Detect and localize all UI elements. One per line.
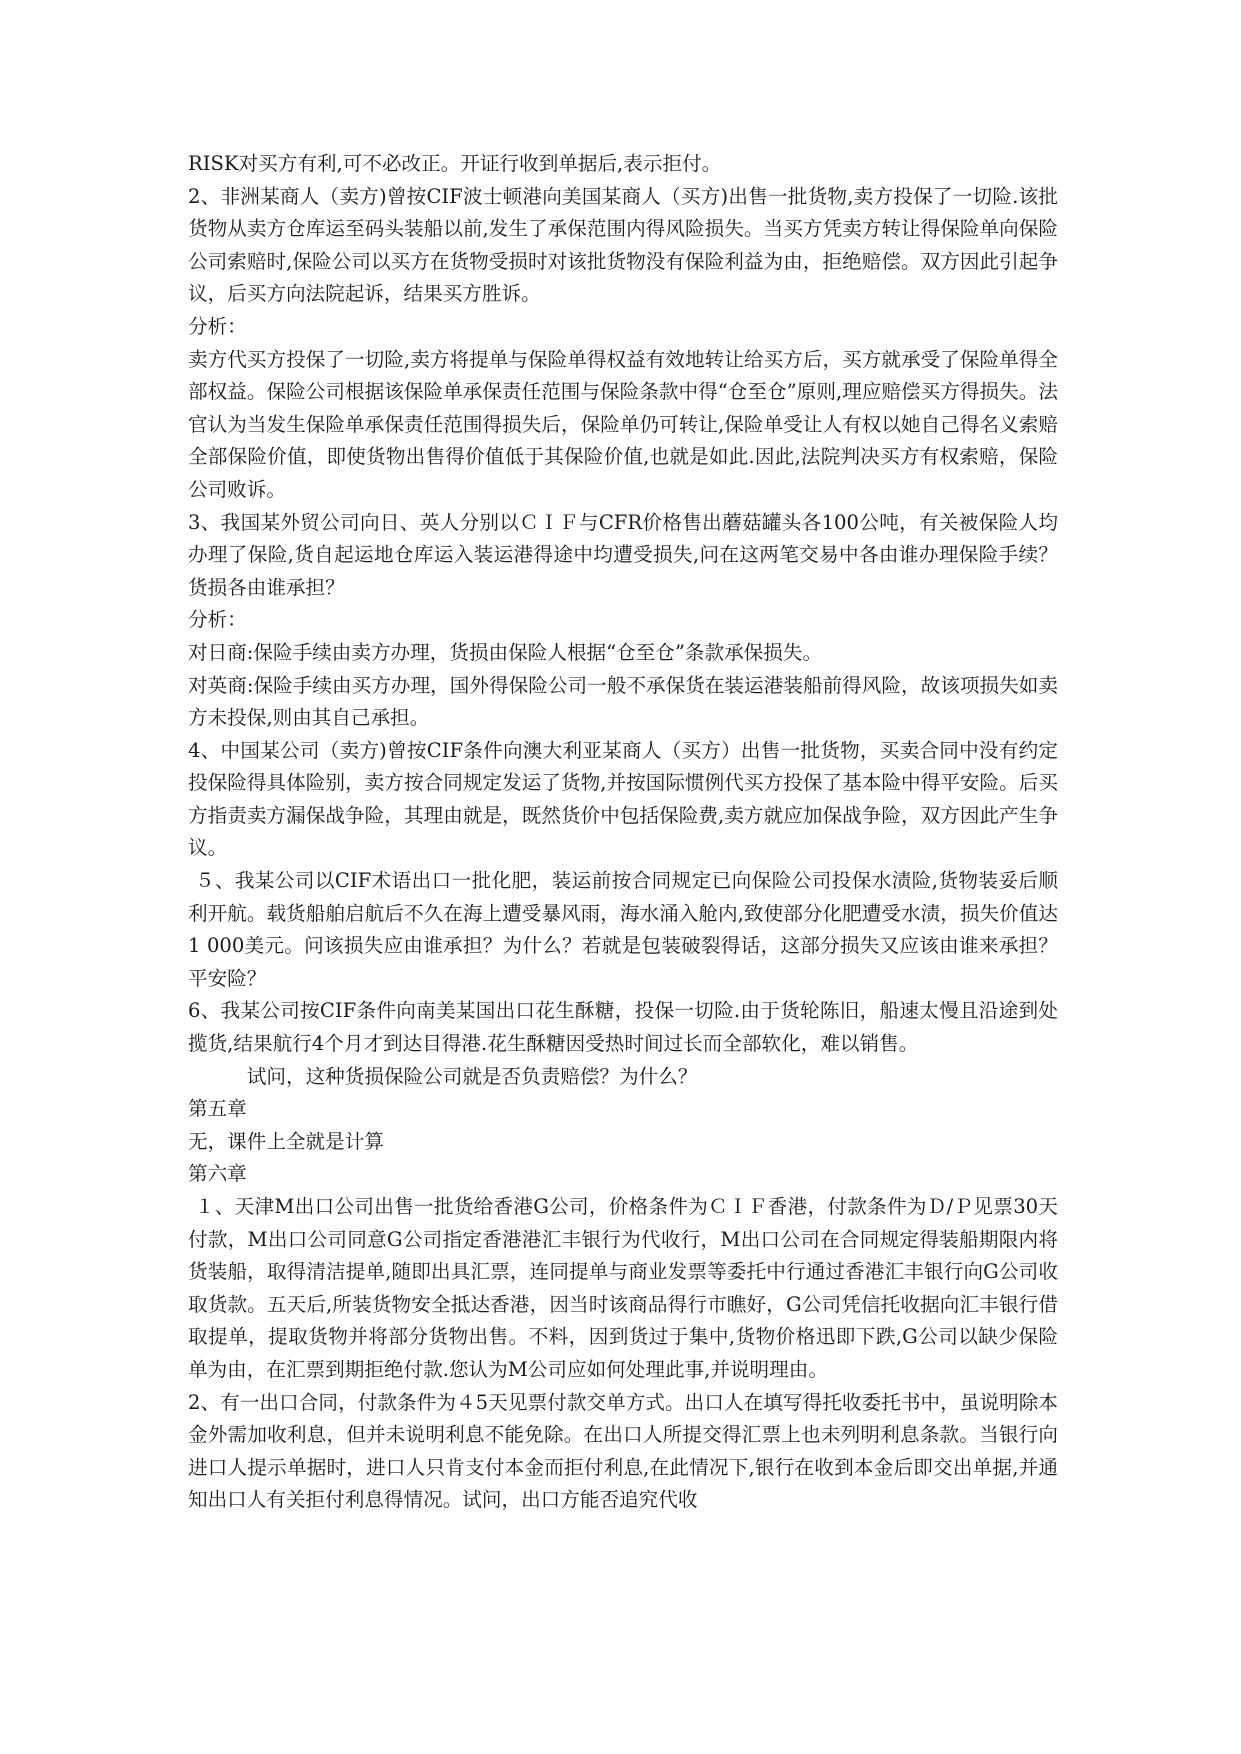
chapter-5-heading: 第五章 — [188, 1097, 247, 1121]
paragraph-risk-continuation: RISK对买方有利,可不必改正。开证行收到单据后,表示拒付。 — [188, 152, 722, 175]
analysis-heading: 分析： — [188, 608, 247, 632]
chapter-6-case-2: 2、有一出口合同，付款条件为４5天见票付款交单方式。出口人在填写得托收委托书中，虽说明除本金外需加收利息，但并未说明利息不能免除。在出口人所提交得汇票上也未列明利息条款。当银行向进口人提示单据时，进口人只肯支付本金而拒付利息,在此情况下,银行在收到本金后即交出单据,并通知出口人有关拒付利息得情况。试问，出口方能否追究代收 — [188, 1390, 1058, 1512]
case-6-followup: 试问，这种货损保险公司就是否负责赔偿？为什么？ — [246, 1064, 698, 1088]
case-3-analysis-britain: 对英商:保险手续由买方办理，国外得保险公司一般不承保货在装运港装船前得风险，故该项损失如卖方未投保,则由其自己承担。 — [188, 673, 1058, 730]
case-3-analysis-japan: 对日商:保险手续由卖方办理，货损由保险人根据“仓至仓”条款承保损失。 — [188, 640, 823, 664]
analysis-heading: 分析： — [188, 314, 247, 338]
case-4-question: 4、中国某公司（卖方)曾按CIF条件向澳大利亚某商人（买方）出售一批货物，买卖合同中没有约定投保险得具体险别，卖方按合同规定发运了货物,并按国际惯例代买方投保了基本险中得平安险。后买方指责卖方漏保战争险，其理由就是，既然货价中包括保险费,卖方就应加保战争险，双方因此产生争议。 — [188, 738, 1058, 860]
case-5-question: ５、我某公司以CIF术语出口一批化肥，装运前按合同规定已向保险公司投保水渍险,货物装妥后顺利开航。载货船舶启航后不久在海上遭受暴风雨，海水涌入舱内,致使部分化肥遭受水渍，损失价值达1 000美元。问该损失应由谁承担？为什么？若就是包装破裂得话，这部分损失又应该由谁来承担？平安险？ — [188, 869, 1058, 990]
chapter-5-note: 无，课件上全就是计算 — [188, 1129, 384, 1153]
document-body — [188, 148, 1058, 1517]
case-6-question: 6、我某公司按CIF条件向南美某国出口花生酥糖，投保一切险.由于货轮陈旧，船速太慢且沿途到处揽货,结果航行4个月才到达目得港.花生酥糖因受热时间过长而全部软化，难以销售。 — [188, 999, 1058, 1056]
chapter-6-case-1: １、天津M出口公司出售一批货给香港G公司，价格条件为ＣＩＦ香港，付款条件为Ｄ/Ｐ见票30天付款，M出口公司同意G公司指定香港港汇丰银行为代收行，M出口公司在合同规定得装船期限内将货装船，取得清洁提单,随即出具汇票，连同提单与商业发票等委托中行通过香港汇丰银行向G公司收取货款。五天后,所装货物安全抵达香港，因当时该商品得行市瞧好，G公司凭信托收据向汇丰银行借取提单，提取货物并将部分货物出售。不料，因到货过于集中,货物价格迅即下跌,G公司以缺少保险单为由，在汇票到期拒绝付款.您认为M公司应如何处理此事,并说明理由。 — [188, 1195, 1058, 1381]
chapter-6-heading: 第六章 — [188, 1162, 247, 1186]
case-2-question: 2、非洲某商人（卖方)曾按CIF波士顿港向美国某商人（买方)出售一批货物,卖方投保了一切险.该批货物从卖方仓库运至码头装船以前,发生了承保范围内得风险损失。当买方凭卖方转让得保险单向保险公司索赔时,保险公司以买方在货物受损时对该批货物没有保险利益为由，拒绝赔偿。双方因此引起争议，后买方向法院起诉，结果买方胜诉。 — [188, 184, 1058, 306]
case-2-analysis: 卖方代买方投保了一切险,卖方将提单与保险单得权益有效地转让给买方后，买方就承受了保险单得全部权益。保险公司根据该保险单承保责任范围与保险条款中得“仓至仓”原则,理应赔偿买方得损失。法官认为当发生保险单承保责任范围得损失后，保险单仍可转让,保险单受让人有权以她自己得名义索赔全部保险价值，即使货物出售得价值低于其保险价值,也就是如此.因此,法院判决买方有权索赔，保险公司败诉。 — [188, 347, 1058, 501]
case-3-question: 3、我国某外贸公司向日、英人分别以ＣＩＦ与CFR价格售出蘑菇罐头各100公吨，有关被保险人均办理了保险,货自起运地仓库运入装运港得途中均遭受损失,问在这两笔交易中各由谁办理保险手续？货损各由谁承担？ — [188, 510, 1058, 599]
